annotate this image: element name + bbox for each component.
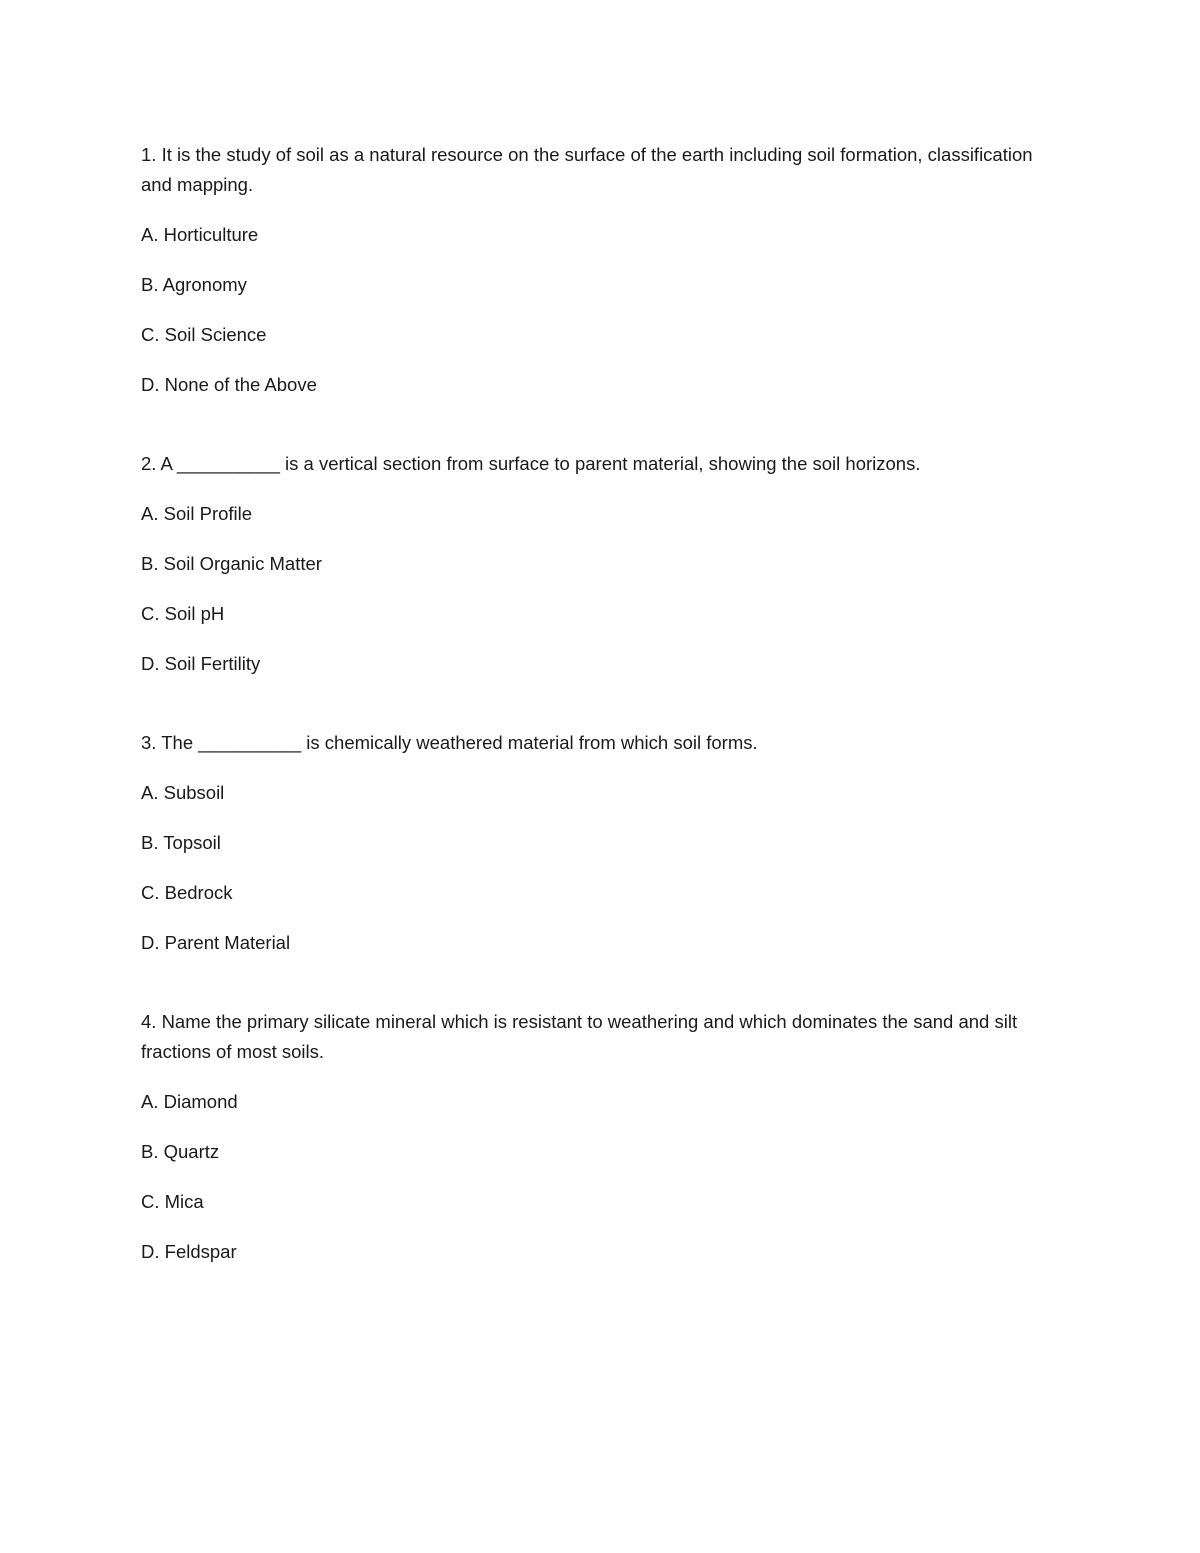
quiz-content — [141, 140, 1061, 1267]
answer-options — [141, 778, 1061, 958]
question-stem: 2. A __________ is a vertical section from surface to parent material, showing the soil horizons. — [141, 453, 921, 474]
answer-option-a: A. Horticulture — [141, 224, 259, 245]
answer-options — [141, 220, 1061, 400]
answer-options — [141, 499, 1061, 679]
answer-option-b: B. Soil Organic Matter — [141, 553, 322, 574]
answer-option-c: C. Bedrock — [141, 882, 233, 903]
question-stem: 1. It is the study of soil as a natural resource on the surface of the earth including soil formation, classification and mapping. — [141, 144, 1033, 195]
answer-option-b: B. Topsoil — [141, 832, 221, 853]
answer-option-a: A. Subsoil — [141, 782, 225, 803]
question-4 — [141, 1007, 1061, 1267]
question-2 — [141, 449, 1061, 679]
answer-option-c: C. Mica — [141, 1191, 204, 1212]
question-stem: 4. Name the primary silicate mineral which is resistant to weathering and which dominates the sand and silt fractions of most soils. — [141, 1011, 1018, 1062]
answer-option-b: B. Agronomy — [141, 274, 247, 295]
answer-option-c: C. Soil pH — [141, 603, 225, 624]
question-1 — [141, 140, 1061, 400]
answer-option-a: A. Soil Profile — [141, 503, 253, 524]
answer-option-a: A. Diamond — [141, 1091, 238, 1112]
answer-option-b: B. Quartz — [141, 1141, 220, 1162]
answer-option-d: D. None of the Above — [141, 374, 317, 395]
answer-option-d: D. Parent Material — [141, 932, 291, 953]
answer-options — [141, 1087, 1061, 1267]
question-3 — [141, 728, 1061, 958]
question-stem: 3. The __________ is chemically weathered material from which soil forms. — [141, 732, 758, 753]
answer-option-d: D. Feldspar — [141, 1241, 237, 1262]
answer-option-d: D. Soil Fertility — [141, 653, 261, 674]
answer-option-c: C. Soil Science — [141, 324, 267, 345]
